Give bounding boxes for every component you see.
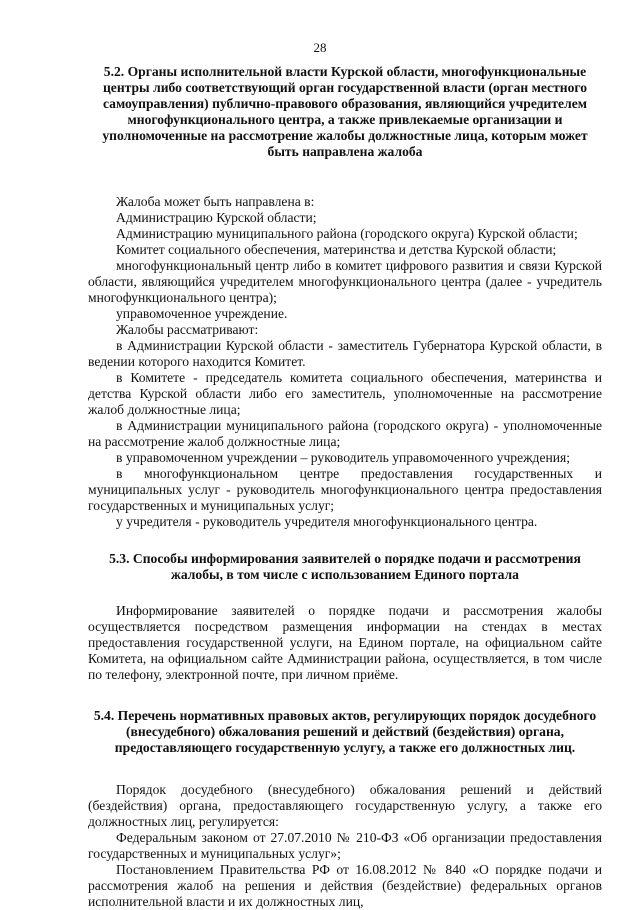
paragraph: у учредителя - руководитель учредителя многофункционального центра. xyxy=(116,514,538,529)
paragraph: Администрацию муниципального района (городского округа) Курской области; xyxy=(116,226,578,241)
paragraph: Информирование заявителей о порядке подачи и рассмотрения жалобы осуществляется посредством размещения информации на стендах в местах предоставления государственной услуги, на Едином портале, на официальном сайте Комитета, на официальном сайте Администрации района, осуществляется, в том числе по телефону, электронной почте, при личном приёме. xyxy=(88,603,602,682)
paragraph: Жалобы рассматривают: xyxy=(116,322,259,337)
section-5-3-heading: 5.3. Способы информирования заявителей о порядке подачи и рассмотрения жалобы, в том числе с использованием Единого портала xyxy=(109,551,581,582)
paragraph: в Администрации муниципального района (городского округа) - уполномоченные на рассмотрение жалоб должностные лица; xyxy=(88,418,602,449)
paragraph: Федеральным законом от 27.07.2010 № 210-ФЗ «Об организации предоставления государственных и муниципальных услуг»; xyxy=(88,830,602,861)
paragraph: Постановлением Правительства РФ от 16.08.2012 № 840 «О порядке подачи и рассмотрения жалоб на решения и действия (бездействие) федеральных органов исполнительной власти и их должностных лиц, xyxy=(88,862,602,909)
paragraph: Комитет социального обеспечения, материнства и детства Курской области; xyxy=(116,242,557,257)
paragraph: многофункциональный центр либо в комитет цифрового развития и связи Курской области, являющийся учредителем многофункционального центра (далее - учредитель многофункционального центра); xyxy=(88,258,602,305)
page-number: 28 xyxy=(313,40,327,55)
paragraph: в управомоченном учреждении – руководитель управомоченного учреждения; xyxy=(116,450,571,465)
document-body xyxy=(88,60,602,910)
paragraph: Порядок досудебного (внесудебного) обжалования решений и действий (бездействия) органа, предоставляющего государственную услугу, а также его должностных лиц, регулируется: xyxy=(88,782,602,829)
paragraph: в Комитете - председатель комитета социального обеспечения, материнства и детства Курской области либо его заместитель, уполномоченные на рассмотрение жалоб должностные лица; xyxy=(88,370,602,417)
paragraph: в Администрации Курской области - заместитель Губернатора Курской области, в ведении которого находится Комитет. xyxy=(88,338,602,369)
section-5-4-heading: 5.4. Перечень нормативных правовых актов, регулирующих порядок досудебного (внесудебного) обжалования решений и действий (бездействия) органа, предоставляющего государственную услугу, а также его должностных лиц. xyxy=(93,708,597,755)
paragraph: в многофункциональном центре предоставления государственных и муниципальных услуг - руководитель многофункционального центра предоставления государственных и муниципальных услуг; xyxy=(88,466,602,513)
paragraph: Администрацию Курской области; xyxy=(116,210,317,225)
section-5-2-heading: 5.2. Органы исполнительной власти Курской области, многофункциональные центры либо соответствующий орган государственной власти (орган местного самоуправления) публично-правового образования, являющийся учредителем многофункционального центра, а также привлекаемые организации и уполномоченные на рассмотрение жалобы должностные лица, которым может быть направлена жалоба xyxy=(102,64,588,159)
paragraph: управомоченное учреждение. xyxy=(116,306,288,321)
paragraph: Жалоба может быть направлена в: xyxy=(116,194,315,209)
